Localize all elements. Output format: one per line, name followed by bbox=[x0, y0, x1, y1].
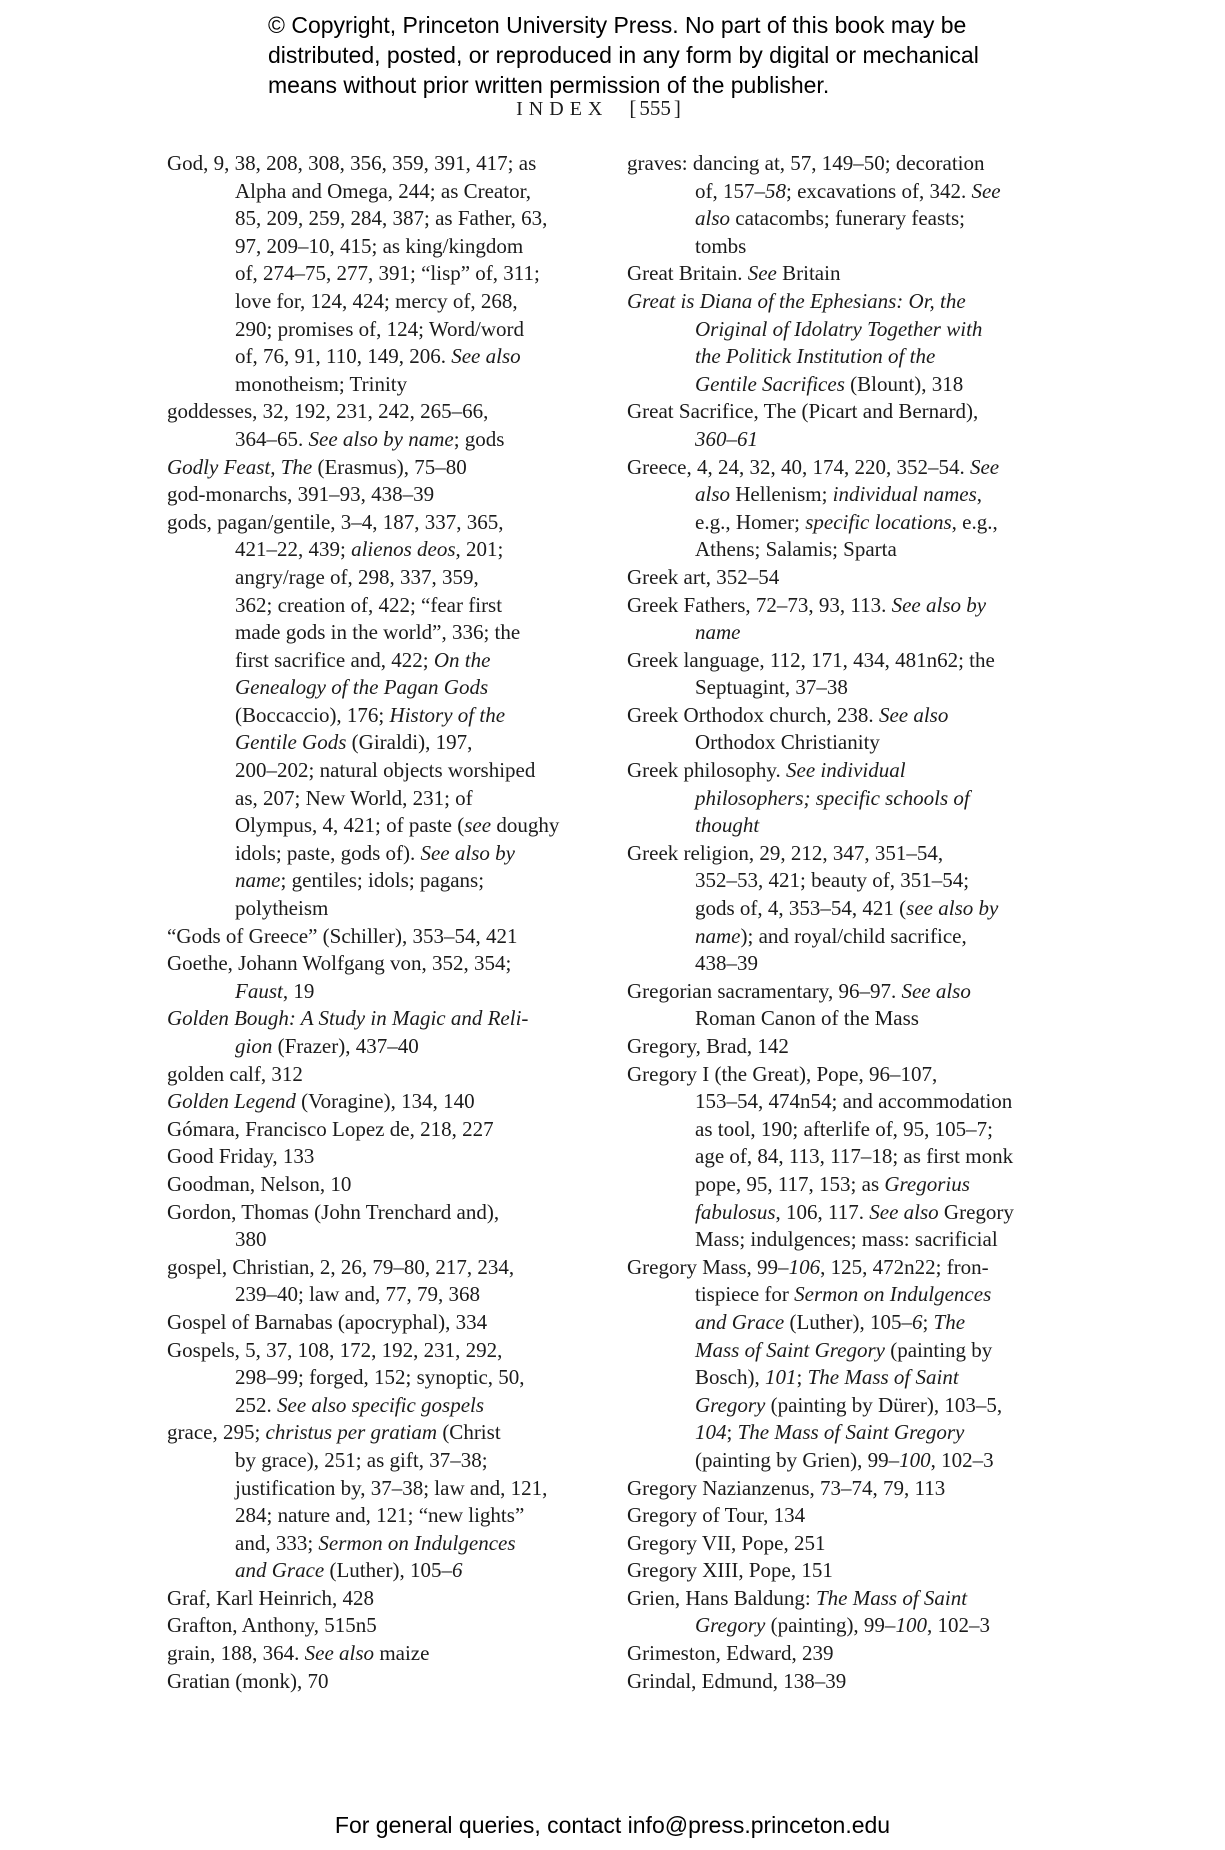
index-line: gods of, 4, 353–54, 421 (see also by bbox=[695, 896, 999, 921]
index-line: grace, 295; christus per gratiam (Christ bbox=[167, 1420, 501, 1445]
index-line: of, 76, 91, 110, 149, 206. See also bbox=[235, 344, 521, 369]
index-line: 421–22, 439; alienos deos, 201; bbox=[235, 537, 504, 562]
index-line: Gregory VII, Pope, 251 bbox=[627, 1530, 826, 1555]
index-line: Grindal, Edmund, 138–39 bbox=[627, 1668, 847, 1693]
index-line: Gospel of Barnabas (apocryphal), 334 bbox=[167, 1309, 488, 1334]
index-line: Grien, Hans Baldung: The Mass of Saint bbox=[627, 1585, 968, 1610]
index-line: Greece, 4, 24, 32, 40, 174, 220, 352–54. See bbox=[627, 454, 1000, 479]
index-line: Golden Legend (Voragine), 134, 140 bbox=[167, 1089, 475, 1114]
index-line: Athens; Salamis; Sparta bbox=[695, 537, 897, 562]
index-line: 284; nature and, 121; “new lights” bbox=[235, 1503, 525, 1528]
index-line: Orthodox Christianity bbox=[695, 730, 880, 755]
index-line: polytheism bbox=[235, 896, 329, 921]
index-line: Gregory, Brad, 142 bbox=[627, 1034, 789, 1058]
index-line: Good Friday, 133 bbox=[167, 1144, 315, 1169]
index-line: Greek religion, 29, 212, 347, 351–54, bbox=[627, 840, 944, 865]
index-line: gospel, Christian, 2, 26, 79–80, 217, 234, bbox=[167, 1254, 515, 1279]
index-line: Mass of Saint Gregory (painting by bbox=[695, 1337, 993, 1362]
index-line: tombs bbox=[695, 233, 747, 258]
index-line: goddesses, 32, 192, 231, 242, 265–66, bbox=[167, 399, 489, 424]
index-line: angry/rage of, 298, 337, 359, bbox=[235, 564, 479, 589]
index-line: 97, 209–10, 415; as king/kingdom bbox=[235, 233, 524, 258]
index-line: 200–202; natural objects worshiped bbox=[235, 758, 536, 783]
index-line: Goodman, Nelson, 10 bbox=[167, 1171, 352, 1196]
index-line: the Politick Institution of the bbox=[695, 344, 936, 369]
index-line: 290; promises of, 124; Word/word bbox=[235, 316, 524, 341]
index-line: 360–61 bbox=[695, 426, 758, 451]
index-line: 298–99; forged, 152; synoptic, 50, bbox=[235, 1365, 525, 1390]
index-line: by grace), 251; as gift, 37–38; bbox=[235, 1447, 488, 1472]
index-line: and Grace (Luther), 105–6; The bbox=[695, 1309, 966, 1334]
index-line: 252. See also specific gospels bbox=[235, 1392, 485, 1417]
index-line: name); and royal/child sacrifice, bbox=[695, 923, 967, 948]
index-line: Gómara, Francisco Lopez de, 218, 227 bbox=[167, 1116, 494, 1141]
index-line: Gregory (painting), 99–100, 102–3 bbox=[695, 1613, 990, 1638]
index-line: Genealogy of the Pagan Gods bbox=[235, 675, 489, 700]
index-line: gion (Frazer), 437–40 bbox=[235, 1034, 419, 1058]
index-line: Great Britain. See Britain bbox=[627, 261, 841, 286]
index-line: Olympus, 4, 421; of paste (see doughy bbox=[235, 813, 560, 838]
running-head bbox=[0, 96, 1200, 121]
index-line: pope, 95, 117, 153; as Gregorius bbox=[695, 1171, 970, 1196]
copyright-notice bbox=[268, 10, 979, 100]
index-line: name bbox=[695, 620, 741, 645]
index-line: 85, 209, 259, 284, 387; as Father, 63, bbox=[235, 206, 548, 231]
index-line: Goethe, Johann Wolfgang von, 352, 354; bbox=[167, 951, 512, 976]
index-line: and Grace (Luther), 105–6 bbox=[235, 1558, 463, 1583]
index-line: Alpha and Omega, 244; as Creator, bbox=[235, 178, 531, 203]
index-line: gods, pagan/gentile, 3–4, 187, 337, 365, bbox=[167, 509, 504, 534]
index-line: 104; The Mass of Saint Gregory bbox=[695, 1420, 965, 1445]
index-line: Gregory (painting by Dürer), 103–5, bbox=[695, 1392, 1003, 1417]
footer-contact: For general queries, contact info@press.princeton.edu bbox=[334, 1812, 891, 1838]
index-line: 153–54, 474n54; and accommodation bbox=[695, 1089, 1013, 1114]
index-line: justification by, 37–38; law and, 121, bbox=[235, 1475, 548, 1500]
index-line: Gratian (monk), 70 bbox=[167, 1668, 329, 1693]
index-line: Great Sacrifice, The (Picart and Bernard), bbox=[627, 399, 979, 424]
index-line: god-monarchs, 391–93, 438–39 bbox=[167, 482, 435, 507]
index-line: God, 9, 38, 208, 308, 356, 359, 391, 417; as bbox=[167, 151, 537, 175]
index-column-right bbox=[627, 150, 1087, 1695]
folio-number: 555 bbox=[639, 96, 671, 120]
index-line: e.g., Homer; specific locations, e.g., bbox=[695, 509, 998, 534]
index-line: 352–53, 421; beauty of, 351–54; bbox=[695, 868, 970, 893]
index-line: made gods in the world”, 336; the bbox=[235, 620, 521, 645]
index-line: Gregory Nazianzenus, 73–74, 79, 113 bbox=[627, 1475, 946, 1500]
index-columns bbox=[167, 150, 1090, 1695]
index-line: thought bbox=[695, 813, 760, 838]
index-line: Greek language, 112, 171, 434, 481n62; the bbox=[627, 647, 995, 672]
index-line: Septuagint, 37–38 bbox=[695, 675, 848, 700]
index-line: Original of Idolatry Together with bbox=[695, 316, 983, 341]
index-line: love for, 124, 424; mercy of, 268, bbox=[235, 288, 518, 313]
bracket-open: [ bbox=[629, 96, 637, 120]
page-number bbox=[626, 96, 684, 120]
index-line: first sacrifice and, 422; On the bbox=[235, 647, 491, 672]
index-line: Godly Feast, The (Erasmus), 75–80 bbox=[167, 454, 467, 479]
index-line: Graf, Karl Heinrich, 428 bbox=[167, 1585, 375, 1610]
index-line: Gregory of Tour, 134 bbox=[627, 1503, 806, 1528]
index-line: as, 207; New World, 231; of bbox=[235, 785, 473, 810]
index-line: Grimeston, Edward, 239 bbox=[627, 1641, 834, 1666]
index-column-left bbox=[167, 150, 627, 1695]
index-line: of, 274–75, 277, 391; “lisp” of, 311; bbox=[235, 261, 540, 286]
copyright-line-2: distributed, posted, or reproduced in any form by digital or mechanical bbox=[268, 42, 979, 68]
index-line: Great is Diana of the Ephesians: Or, the bbox=[627, 288, 966, 313]
index-line: Gospels, 5, 37, 108, 172, 192, 231, 292, bbox=[167, 1337, 503, 1362]
index-line: Faust, 19 bbox=[235, 978, 315, 1003]
index-line: as tool, 190; afterlife of, 95, 105–7; bbox=[695, 1116, 994, 1141]
index-line: Gregorian sacramentary, 96–97. See also bbox=[627, 978, 971, 1003]
index-line: 239–40; law and, 77, 79, 368 bbox=[235, 1282, 480, 1307]
index-line: 364–65. See also by name; gods bbox=[235, 426, 505, 451]
copyright-line-3: means without prior written permission of the publisher. bbox=[268, 72, 830, 98]
index-line: Gregory Mass, 99–106, 125, 472n22; fron- bbox=[627, 1254, 989, 1279]
index-line: idols; paste, gods of). See also by bbox=[235, 840, 515, 865]
index-line: name; gentiles; idols; pagans; bbox=[235, 868, 485, 893]
index-line: (Boccaccio), 176; History of the bbox=[235, 702, 506, 727]
index-line: Bosch), 101; The Mass of Saint bbox=[695, 1365, 959, 1390]
index-line: Grafton, Anthony, 515n5 bbox=[167, 1613, 377, 1638]
index-line: also Hellenism; individual names, bbox=[695, 482, 982, 507]
copyright-line-1: © Copyright, Princeton University Press. No part of this book may be bbox=[268, 12, 967, 38]
index-line: age of, 84, 113, 117–18; as first monk bbox=[695, 1144, 1014, 1169]
index-line: “Gods of Greece” (Schiller), 353–54, 421 bbox=[167, 923, 518, 948]
index-line: Gentile Gods (Giraldi), 197, bbox=[235, 730, 473, 755]
index-line: Mass; indulgences; mass: sacrificial bbox=[695, 1227, 998, 1252]
index-line: (painting by Grien), 99–100, 102–3 bbox=[695, 1447, 994, 1472]
index-line: Greek Fathers, 72–73, 93, 113. See also by bbox=[627, 592, 987, 617]
index-line: 380 bbox=[235, 1227, 267, 1252]
index-line: 362; creation of, 422; “fear first bbox=[235, 592, 503, 617]
index-line: Greek philosophy. See individual bbox=[627, 758, 906, 783]
index-line: Greek Orthodox church, 238. See also bbox=[627, 702, 949, 727]
index-line: Golden Bough: A Study in Magic and Reli- bbox=[167, 1006, 529, 1031]
index-line: Greek art, 352–54 bbox=[627, 564, 780, 589]
index-line: grain, 188, 364. See also maize bbox=[167, 1641, 430, 1666]
index-line: Gentile Sacrifices (Blount), 318 bbox=[695, 371, 964, 396]
index-line: and, 333; Sermon on Indulgences bbox=[235, 1530, 516, 1555]
index-line: Gregory XIII, Pope, 151 bbox=[627, 1558, 833, 1583]
index-line: Gordon, Thomas (John Trenchard and), bbox=[167, 1199, 500, 1224]
index-line: graves: dancing at, 57, 149–50; decoration bbox=[627, 151, 985, 175]
index-line: also catacombs; funerary feasts; bbox=[695, 206, 965, 231]
index-line: 438–39 bbox=[695, 951, 758, 976]
index-line: Gregory I (the Great), Pope, 96–107, bbox=[627, 1061, 938, 1086]
index-line: Roman Canon of the Mass bbox=[695, 1006, 919, 1031]
index-line: monotheism; Trinity bbox=[235, 371, 408, 396]
bracket-close: ] bbox=[673, 96, 681, 120]
index-line: of, 157–58; excavations of, 342. See bbox=[695, 178, 1001, 203]
index-line: tispiece for Sermon on Indulgences bbox=[695, 1282, 992, 1307]
index-line: philosophers; specific schools of bbox=[695, 785, 970, 810]
index-line: golden calf, 312 bbox=[167, 1061, 303, 1086]
index-title: INDEX bbox=[516, 98, 609, 120]
index-line: fabulosus, 106, 117. See also Gregory bbox=[695, 1199, 1014, 1224]
